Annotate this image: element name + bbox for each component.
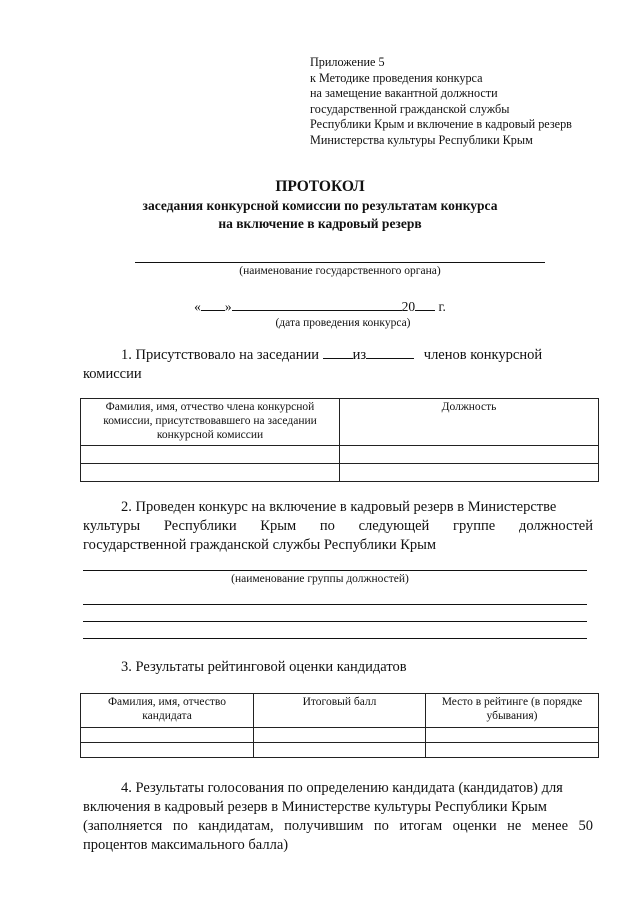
appendix-line: Приложение 5 bbox=[310, 55, 385, 69]
date-year-suffix: г. bbox=[438, 299, 446, 314]
date-year-prefix: 20 bbox=[401, 299, 416, 314]
position-group-line[interactable] bbox=[83, 621, 587, 622]
org-name-caption: (наименование государственного органа) bbox=[239, 265, 441, 277]
date-close-quote: » bbox=[224, 299, 232, 314]
section4-line: включения в кадровый резерв в Министерстве культуры Республики Крым bbox=[83, 799, 547, 815]
position-group-field[interactable] bbox=[83, 570, 587, 571]
section4-line: процентов максимального балла) bbox=[83, 837, 289, 853]
table-cell[interactable] bbox=[426, 743, 599, 758]
table-cell[interactable] bbox=[254, 728, 426, 743]
section2-text bbox=[83, 498, 593, 555]
section4-line: 4. Результаты голосования по определению кандидата (кандидатов) для bbox=[121, 780, 563, 796]
section1-text-c: комиссии bbox=[83, 366, 142, 382]
ranking-header-name: Фамилия, имя, отчество кандидата bbox=[81, 694, 254, 728]
table-cell[interactable] bbox=[254, 743, 426, 758]
table-cell[interactable] bbox=[81, 743, 254, 758]
document-title: ПРОТОКОЛ bbox=[275, 178, 365, 195]
appendix-line: государственной гражданской службы bbox=[310, 101, 510, 116]
date-line bbox=[0, 298, 640, 315]
section1-text bbox=[83, 346, 593, 384]
members-table bbox=[80, 398, 599, 482]
position-group-line[interactable] bbox=[83, 638, 587, 639]
present-count-field[interactable] bbox=[323, 346, 353, 359]
ranking-header-place: Место в рейтинге (в порядке убывания) bbox=[426, 694, 599, 728]
ranking-table bbox=[80, 693, 599, 758]
table-cell[interactable] bbox=[81, 728, 254, 743]
section4-line: (заполняется по кандидатам, получившим по итогам оценки не менее 50 bbox=[83, 818, 593, 834]
section3-heading: 3. Результаты рейтинговой оценки кандидатов bbox=[121, 659, 407, 675]
section2-line: 2. Проведен конкурс на включение в кадровый резерв в Министерстве bbox=[121, 499, 557, 515]
table-row bbox=[81, 464, 599, 482]
document-subtitle bbox=[0, 197, 640, 233]
subtitle-line: на включение в кадровый резерв bbox=[218, 216, 422, 231]
subtitle-line: заседания конкурсной комиссии по результатам конкурса bbox=[142, 198, 498, 213]
table-cell[interactable] bbox=[81, 446, 340, 464]
total-count-field[interactable] bbox=[366, 346, 414, 359]
ranking-header-score: Итоговый балл bbox=[254, 694, 426, 728]
position-group-caption: (наименование группы должностей) bbox=[231, 573, 409, 585]
appendix-line: к Методике проведения конкурса bbox=[310, 70, 483, 85]
section1-from: из bbox=[352, 347, 367, 363]
date-day-field[interactable] bbox=[201, 298, 225, 311]
section1-text-a: 1. Присутствовало на заседании bbox=[121, 347, 320, 363]
table-row bbox=[81, 446, 599, 464]
date-open-quote: « bbox=[194, 299, 201, 314]
table-row bbox=[81, 728, 599, 743]
position-group-line[interactable] bbox=[83, 604, 587, 605]
section4-text bbox=[83, 779, 593, 855]
members-header-position: Должность bbox=[340, 399, 599, 446]
appendix-line: Республики Крым и включение в кадровый резерв bbox=[310, 117, 572, 131]
date-month-field[interactable] bbox=[232, 298, 402, 311]
table-cell[interactable] bbox=[340, 464, 599, 482]
table-cell[interactable] bbox=[340, 446, 599, 464]
table-cell[interactable] bbox=[81, 464, 340, 482]
date-year-field[interactable] bbox=[415, 298, 435, 311]
section2-line: государственной гражданской службы Республики Крым bbox=[83, 537, 437, 553]
appendix-note bbox=[310, 55, 572, 148]
appendix-line: Министерства культуры Республики Крым bbox=[310, 132, 533, 147]
table-cell[interactable] bbox=[426, 728, 599, 743]
org-name-field[interactable] bbox=[135, 262, 545, 263]
section2-line: культуры Республики Крым по следующей группе должностей bbox=[83, 518, 593, 534]
section1-text-b: членов конкурсной bbox=[423, 347, 543, 363]
members-header-name: Фамилия, имя, отчество члена конкурсной комиссии, присутствовавшего на заседании конкурсной комиссии bbox=[81, 399, 340, 446]
date-caption: (дата проведения конкурса) bbox=[275, 317, 411, 329]
table-row bbox=[81, 743, 599, 758]
appendix-line: на замещение вакантной должности bbox=[310, 86, 498, 100]
